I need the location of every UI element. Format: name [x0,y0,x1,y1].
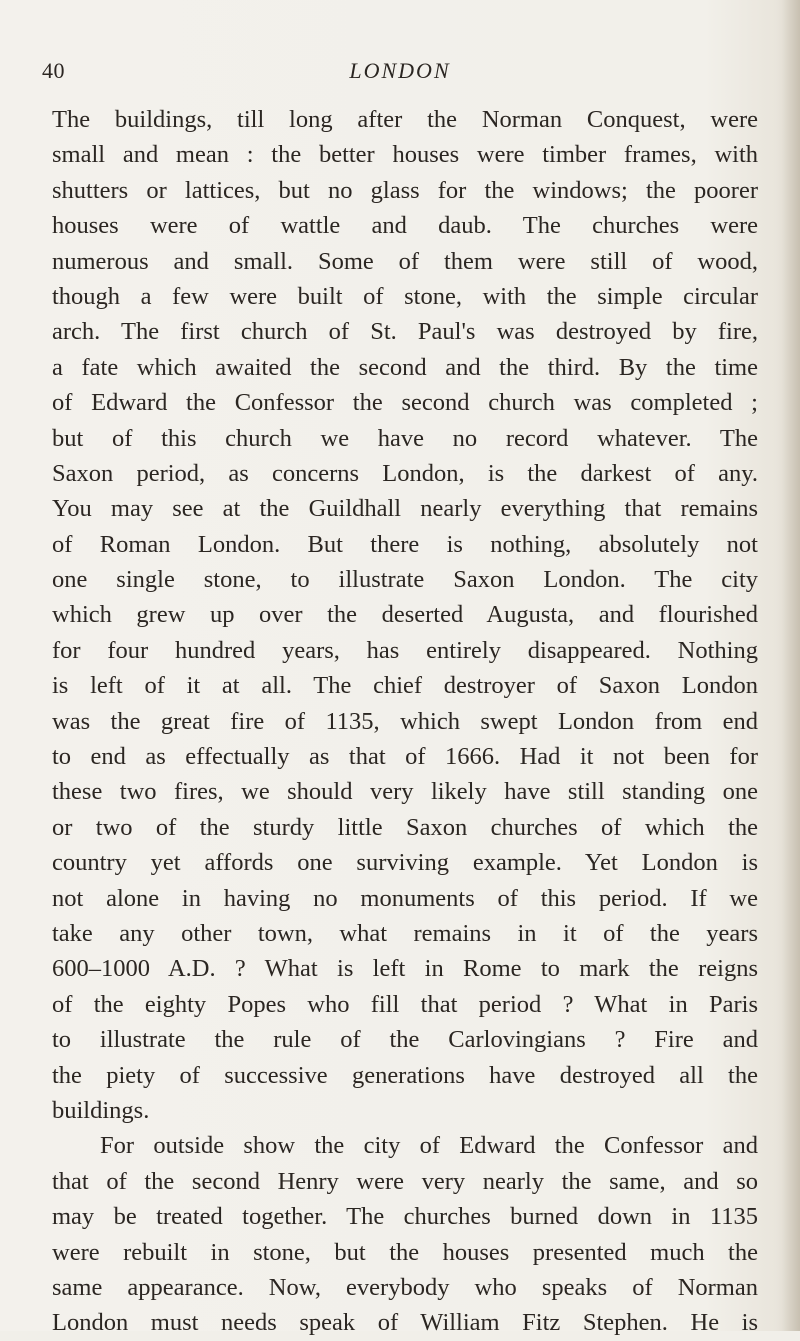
text-line: that of the second Henry were very nearly the same, and so [52,1167,758,1195]
text-line: was the great fire of 1135, which swept London from end [52,707,758,735]
text-line: You may see at the Guildhall nearly everything that remains [52,495,758,523]
text-line: houses were of wattle and daub. The churches were [52,212,758,240]
page-number: 40 [42,58,65,83]
text-line: or two of the sturdy little Saxon churches of which the [52,813,758,841]
text-line: for four hundred years, has entirely disappeared. Nothing [52,636,758,664]
text-line: shutters or lattices, but no glass for the windows; the poorer [52,176,758,204]
text-line: a fate which awaited the second and the third. By the time [52,353,758,381]
text-line: one single stone, to illustrate Saxon London. The city [52,566,758,594]
text-line: but of this church we have no record whatever. The [52,424,758,452]
body-text [52,102,758,1341]
text-line: For outside show the city of Edward the Confessor and [100,1132,758,1160]
text-line: to end as effectually as that of 1666. Had it not been for [52,743,758,771]
text-line: not alone in having no monuments of this period. If we [52,884,758,912]
text-line: which grew up over the deserted Augusta, and flourished [52,601,758,629]
text-line: Saxon period, as concerns London, is the darkest of any. [52,459,758,487]
text-line: same appearance. Now, everybody who speaks of Norman [52,1273,758,1301]
text-line: to illustrate the rule of the Carlovingians ? Fire and [52,1026,758,1054]
text-line: take any other town, what remains in it of the years [52,919,758,947]
running-title: LONDON [349,58,451,83]
text-line: numerous and small. Some of them were still of wood, [52,247,758,275]
text-line: though a few were built of stone, with the simple circular [52,282,758,310]
text-line: these two fires, we should very likely have still standing one [52,778,758,806]
page-edge-shadow [782,0,800,1331]
text-line: small and mean : the better houses were timber frames, with [52,141,758,169]
text-line: is left of it at all. The chief destroyer of Saxon London [52,672,758,700]
text-line: London must needs speak of William Fitz Stephen. He is [52,1309,758,1337]
text-line: country yet affords one surviving example. Yet London is [52,849,758,877]
text-line: of the eighty Popes who fill that period ? What in Paris [52,990,758,1018]
text-line: arch. The first church of St. Paul's was destroyed by fire, [52,318,758,346]
text-line: of Edward the Confessor the second church was completed ; [52,389,758,417]
text-line: of Roman London. But there is nothing, absolutely not [52,530,758,558]
text-line: may be treated together. The churches burned down in 1135 [52,1203,758,1231]
text-line: were rebuilt in stone, but the houses presented much the [52,1238,758,1266]
text-line: 600–1000 A.D. ? What is left in Rome to mark the reigns [52,955,758,983]
text-line: buildings. [52,1096,150,1124]
text-line: the piety of successive generations have destroyed all the [52,1061,758,1089]
text-line: The buildings, till long after the Norman Conquest, were [52,106,758,133]
